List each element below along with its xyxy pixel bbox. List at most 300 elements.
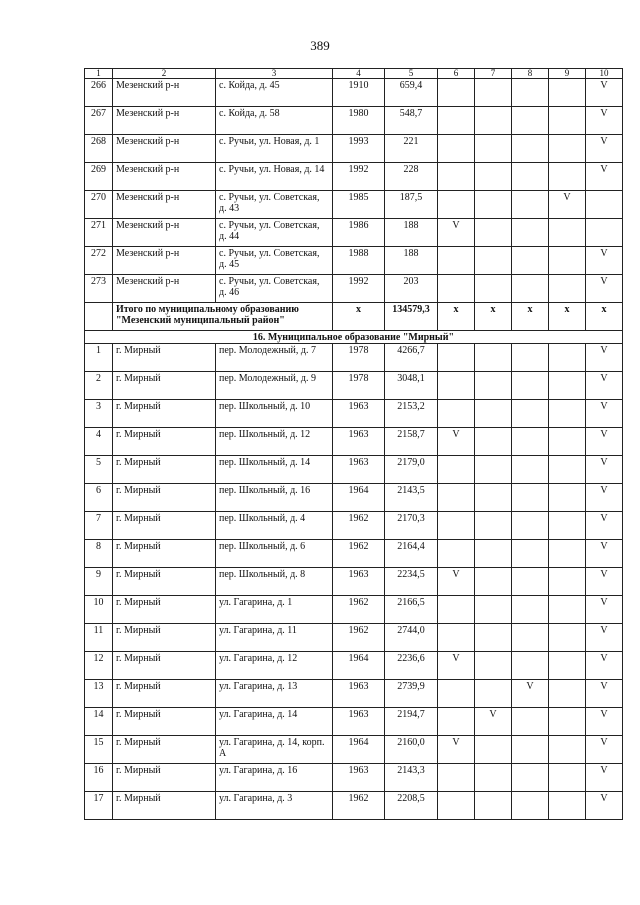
mark-cell xyxy=(586,219,623,247)
mark-cell: V xyxy=(586,792,623,820)
mark-cell xyxy=(475,792,512,820)
area-cell: 2739,9 xyxy=(385,680,438,708)
table-row xyxy=(85,275,623,303)
row-number: 267 xyxy=(85,107,113,135)
column-header: 5 xyxy=(385,69,438,79)
area-cell: 187,5 xyxy=(385,191,438,219)
row-number: 11 xyxy=(85,624,113,652)
mark-cell xyxy=(549,680,586,708)
mark-cell xyxy=(475,568,512,596)
total-blank-cell xyxy=(85,303,113,331)
mark-cell xyxy=(512,372,549,400)
area-cell: 548,7 xyxy=(385,107,438,135)
column-header: 3 xyxy=(216,69,333,79)
table-row xyxy=(85,624,623,652)
mark-cell xyxy=(438,596,475,624)
year-cell: 1964 xyxy=(333,652,385,680)
year-cell: 1978 xyxy=(333,344,385,372)
mark-cell xyxy=(438,275,475,303)
mark-cell xyxy=(512,512,549,540)
row-number: 12 xyxy=(85,652,113,680)
area-cell: 2143,3 xyxy=(385,764,438,792)
row-number: 17 xyxy=(85,792,113,820)
mark-cell: V xyxy=(586,79,623,107)
year-cell: 1962 xyxy=(333,540,385,568)
mark-cell: V xyxy=(586,275,623,303)
mark-cell xyxy=(475,596,512,624)
mark-cell xyxy=(512,456,549,484)
table-row xyxy=(85,652,623,680)
district-cell: г. Мирный xyxy=(113,736,216,764)
mark-cell xyxy=(549,540,586,568)
district-cell: Мезенский р-н xyxy=(113,107,216,135)
table-row xyxy=(85,736,623,764)
mark-cell xyxy=(549,275,586,303)
area-cell: 2234,5 xyxy=(385,568,438,596)
mark-cell: V xyxy=(438,652,475,680)
mark-cell xyxy=(475,275,512,303)
mark-cell xyxy=(512,219,549,247)
table-row xyxy=(85,568,623,596)
mark-cell xyxy=(438,456,475,484)
mark-cell xyxy=(438,135,475,163)
mark-cell: V xyxy=(586,568,623,596)
mark-cell: V xyxy=(586,456,623,484)
row-number: 9 xyxy=(85,568,113,596)
address-cell: с. Ручьи, ул. Советская, д. 44 xyxy=(216,219,333,247)
mark-cell xyxy=(549,596,586,624)
mark-cell xyxy=(475,344,512,372)
table-row xyxy=(85,484,623,512)
mark-cell xyxy=(438,484,475,512)
mark-cell xyxy=(438,792,475,820)
total-value-cell: 134579,3 xyxy=(385,303,438,331)
mark-cell xyxy=(438,79,475,107)
year-cell: 1992 xyxy=(333,163,385,191)
mark-cell xyxy=(475,191,512,219)
district-cell: г. Мирный xyxy=(113,792,216,820)
year-cell: 1992 xyxy=(333,275,385,303)
area-cell: 2153,2 xyxy=(385,400,438,428)
mark-cell xyxy=(475,400,512,428)
mark-cell xyxy=(549,456,586,484)
mark-cell xyxy=(512,344,549,372)
address-cell: пер. Школьный, д. 10 xyxy=(216,400,333,428)
table-row xyxy=(85,792,623,820)
table-row xyxy=(85,219,623,247)
table-row xyxy=(85,708,623,736)
address-cell: ул. Гагарина, д. 14 xyxy=(216,708,333,736)
table-row xyxy=(85,400,623,428)
mark-cell xyxy=(512,540,549,568)
mark-cell xyxy=(475,456,512,484)
mark-cell xyxy=(512,708,549,736)
year-cell: 1910 xyxy=(333,79,385,107)
mark-cell xyxy=(438,372,475,400)
area-cell: 2236,6 xyxy=(385,652,438,680)
table-row xyxy=(85,428,623,456)
mark-cell xyxy=(475,135,512,163)
mark-cell xyxy=(549,764,586,792)
mark-cell xyxy=(549,428,586,456)
area-cell: 2179,0 xyxy=(385,456,438,484)
area-cell: 2160,0 xyxy=(385,736,438,764)
total-label: Итого по муниципальному образованию "Мезенский муниципальный район" xyxy=(113,303,333,331)
mark-cell xyxy=(549,708,586,736)
mark-cell xyxy=(549,163,586,191)
address-cell: с. Ручьи, ул. Советская, д. 43 xyxy=(216,191,333,219)
table-row xyxy=(85,135,623,163)
district-cell: г. Мирный xyxy=(113,456,216,484)
row-number: 266 xyxy=(85,79,113,107)
mark-cell xyxy=(549,372,586,400)
total-value-cell: x xyxy=(333,303,385,331)
year-cell: 1963 xyxy=(333,708,385,736)
address-cell: с. Ручьи, ул. Советская, д. 46 xyxy=(216,275,333,303)
address-cell: пер. Школьный, д. 6 xyxy=(216,540,333,568)
address-cell: пер. Школьный, д. 12 xyxy=(216,428,333,456)
mark-cell xyxy=(549,247,586,275)
mark-cell: V xyxy=(586,428,623,456)
address-cell: пер. Школьный, д. 14 xyxy=(216,456,333,484)
row-number: 1 xyxy=(85,344,113,372)
mark-cell: V xyxy=(586,512,623,540)
area-cell: 221 xyxy=(385,135,438,163)
mark-cell xyxy=(512,428,549,456)
mark-cell xyxy=(512,400,549,428)
address-cell: с. Ручьи, ул. Новая, д. 14 xyxy=(216,163,333,191)
mark-cell xyxy=(549,568,586,596)
mark-cell: V xyxy=(586,764,623,792)
mark-cell xyxy=(475,736,512,764)
column-header: 8 xyxy=(512,69,549,79)
mark-cell xyxy=(549,624,586,652)
column-header: 7 xyxy=(475,69,512,79)
table-row xyxy=(85,764,623,792)
mark-cell xyxy=(512,596,549,624)
year-cell: 1985 xyxy=(333,191,385,219)
mark-cell: V xyxy=(586,372,623,400)
district-cell: г. Мирный xyxy=(113,484,216,512)
year-cell: 1978 xyxy=(333,372,385,400)
district-cell: Мезенский р-н xyxy=(113,275,216,303)
mark-cell xyxy=(512,135,549,163)
address-cell: пер. Школьный, д. 8 xyxy=(216,568,333,596)
district-cell: г. Мирный xyxy=(113,764,216,792)
table-row xyxy=(85,456,623,484)
district-cell: г. Мирный xyxy=(113,344,216,372)
district-cell: г. Мирный xyxy=(113,372,216,400)
area-cell: 2166,5 xyxy=(385,596,438,624)
mark-cell xyxy=(549,79,586,107)
area-cell: 188 xyxy=(385,219,438,247)
address-cell: пер. Школьный, д. 4 xyxy=(216,512,333,540)
address-cell: ул. Гагарина, д. 16 xyxy=(216,764,333,792)
address-cell: пер. Молодежный, д. 7 xyxy=(216,344,333,372)
mark-cell: V xyxy=(586,107,623,135)
mark-cell xyxy=(549,512,586,540)
area-cell: 2143,5 xyxy=(385,484,438,512)
mark-cell xyxy=(549,400,586,428)
district-cell: Мезенский р-н xyxy=(113,191,216,219)
mark-cell xyxy=(549,652,586,680)
mark-cell xyxy=(438,624,475,652)
mark-cell: V xyxy=(586,596,623,624)
mark-cell xyxy=(475,428,512,456)
total-row xyxy=(85,303,623,331)
address-cell: с. Койда, д. 58 xyxy=(216,107,333,135)
mark-cell xyxy=(512,568,549,596)
mark-cell xyxy=(512,792,549,820)
area-cell: 2208,5 xyxy=(385,792,438,820)
table-row xyxy=(85,107,623,135)
mark-cell xyxy=(549,736,586,764)
row-number: 7 xyxy=(85,512,113,540)
address-cell: пер. Молодежный, д. 9 xyxy=(216,372,333,400)
mark-cell xyxy=(512,736,549,764)
total-value-cell: x xyxy=(438,303,475,331)
mark-cell: V xyxy=(586,680,623,708)
table-row xyxy=(85,191,623,219)
total-value-cell: x xyxy=(475,303,512,331)
mark-cell xyxy=(438,512,475,540)
mark-cell xyxy=(475,652,512,680)
mark-cell xyxy=(438,107,475,135)
mark-cell xyxy=(512,275,549,303)
mark-cell xyxy=(549,135,586,163)
row-number: 16 xyxy=(85,764,113,792)
area-cell: 203 xyxy=(385,275,438,303)
district-cell: г. Мирный xyxy=(113,428,216,456)
mark-cell: V xyxy=(475,708,512,736)
mark-cell xyxy=(438,163,475,191)
area-cell: 4266,7 xyxy=(385,344,438,372)
table-row xyxy=(85,344,623,372)
mark-cell xyxy=(549,219,586,247)
address-cell: ул. Гагарина, д. 13 xyxy=(216,680,333,708)
mark-cell xyxy=(475,163,512,191)
district-cell: г. Мирный xyxy=(113,624,216,652)
row-number: 270 xyxy=(85,191,113,219)
address-cell: ул. Гагарина, д. 1 xyxy=(216,596,333,624)
mark-cell: V xyxy=(586,344,623,372)
mark-cell: V xyxy=(438,736,475,764)
district-cell: Мезенский р-н xyxy=(113,79,216,107)
mark-cell: V xyxy=(549,191,586,219)
row-number: 269 xyxy=(85,163,113,191)
mark-cell: V xyxy=(586,708,623,736)
year-cell: 1980 xyxy=(333,107,385,135)
row-number: 14 xyxy=(85,708,113,736)
district-cell: г. Мирный xyxy=(113,708,216,736)
district-cell: г. Мирный xyxy=(113,540,216,568)
mark-cell: V xyxy=(586,624,623,652)
row-number: 272 xyxy=(85,247,113,275)
mark-cell: V xyxy=(586,400,623,428)
row-number: 273 xyxy=(85,275,113,303)
year-cell: 1963 xyxy=(333,400,385,428)
mark-cell xyxy=(475,107,512,135)
mark-cell xyxy=(512,652,549,680)
mark-cell xyxy=(475,680,512,708)
mark-cell xyxy=(549,344,586,372)
table-row xyxy=(85,372,623,400)
mark-cell: V xyxy=(438,568,475,596)
area-cell: 659,4 xyxy=(385,79,438,107)
table-row xyxy=(85,596,623,624)
district-cell: Мезенский р-н xyxy=(113,135,216,163)
mark-cell xyxy=(475,764,512,792)
area-cell: 188 xyxy=(385,247,438,275)
mark-cell xyxy=(438,400,475,428)
area-cell: 228 xyxy=(385,163,438,191)
mark-cell: V xyxy=(586,484,623,512)
column-header: 9 xyxy=(549,69,586,79)
year-cell: 1963 xyxy=(333,764,385,792)
mark-cell xyxy=(512,247,549,275)
area-cell: 2194,7 xyxy=(385,708,438,736)
total-value-cell: x xyxy=(549,303,586,331)
year-cell: 1993 xyxy=(333,135,385,163)
year-cell: 1964 xyxy=(333,736,385,764)
table-row xyxy=(85,512,623,540)
mark-cell xyxy=(512,484,549,512)
row-number: 2 xyxy=(85,372,113,400)
address-cell: ул. Гагарина, д. 14, корп. А xyxy=(216,736,333,764)
year-cell: 1962 xyxy=(333,512,385,540)
year-cell: 1964 xyxy=(333,484,385,512)
district-cell: г. Мирный xyxy=(113,652,216,680)
area-cell: 3048,1 xyxy=(385,372,438,400)
row-number: 271 xyxy=(85,219,113,247)
area-cell: 2744,0 xyxy=(385,624,438,652)
district-cell: Мезенский р-н xyxy=(113,163,216,191)
table-row xyxy=(85,79,623,107)
mark-cell xyxy=(549,484,586,512)
year-cell: 1986 xyxy=(333,219,385,247)
mark-cell xyxy=(475,484,512,512)
district-cell: г. Мирный xyxy=(113,400,216,428)
mark-cell xyxy=(512,624,549,652)
mark-cell xyxy=(586,191,623,219)
mark-cell: V xyxy=(586,540,623,568)
mark-cell xyxy=(475,540,512,568)
row-number: 5 xyxy=(85,456,113,484)
column-header: 2 xyxy=(113,69,216,79)
address-cell: с. Ручьи, ул. Новая, д. 1 xyxy=(216,135,333,163)
year-cell: 1962 xyxy=(333,624,385,652)
mark-cell xyxy=(512,764,549,792)
area-cell: 2158,7 xyxy=(385,428,438,456)
district-cell: г. Мирный xyxy=(113,680,216,708)
mark-cell: V xyxy=(438,428,475,456)
district-cell: Мезенский р-н xyxy=(113,247,216,275)
mark-cell xyxy=(475,372,512,400)
address-cell: ул. Гагарина, д. 11 xyxy=(216,624,333,652)
address-cell: с. Койда, д. 45 xyxy=(216,79,333,107)
year-cell: 1988 xyxy=(333,247,385,275)
column-header: 6 xyxy=(438,69,475,79)
mark-cell xyxy=(438,764,475,792)
mark-cell: V xyxy=(586,652,623,680)
mark-cell xyxy=(438,680,475,708)
year-cell: 1963 xyxy=(333,680,385,708)
year-cell: 1963 xyxy=(333,428,385,456)
mark-cell xyxy=(475,79,512,107)
section-title: 16. Муниципальное образование "Мирный" xyxy=(85,331,623,344)
mark-cell xyxy=(475,247,512,275)
address-cell: пер. Школьный, д. 16 xyxy=(216,484,333,512)
mark-cell xyxy=(438,247,475,275)
mark-cell xyxy=(475,512,512,540)
row-number: 13 xyxy=(85,680,113,708)
address-cell: ул. Гагарина, д. 12 xyxy=(216,652,333,680)
mark-cell xyxy=(512,163,549,191)
mark-cell: V xyxy=(586,163,623,191)
mark-cell xyxy=(549,107,586,135)
area-cell: 2170,3 xyxy=(385,512,438,540)
row-number: 6 xyxy=(85,484,113,512)
row-number: 4 xyxy=(85,428,113,456)
row-number: 15 xyxy=(85,736,113,764)
mark-cell xyxy=(549,792,586,820)
column-number-header-row xyxy=(85,69,623,79)
mark-cell xyxy=(512,191,549,219)
table-row xyxy=(85,163,623,191)
housing-register-table xyxy=(84,68,623,820)
address-cell: с. Ручьи, ул. Советская, д. 45 xyxy=(216,247,333,275)
address-cell: ул. Гагарина, д. 3 xyxy=(216,792,333,820)
column-header: 1 xyxy=(85,69,113,79)
page-number: 389 xyxy=(310,38,330,53)
district-cell: г. Мирный xyxy=(113,568,216,596)
row-number: 10 xyxy=(85,596,113,624)
table-row xyxy=(85,540,623,568)
year-cell: 1962 xyxy=(333,596,385,624)
year-cell: 1962 xyxy=(333,792,385,820)
mark-cell xyxy=(475,624,512,652)
mark-cell xyxy=(438,540,475,568)
mark-cell xyxy=(438,191,475,219)
mark-cell xyxy=(475,219,512,247)
area-cell: 2164,4 xyxy=(385,540,438,568)
total-value-cell: x xyxy=(512,303,549,331)
year-cell: 1963 xyxy=(333,568,385,596)
table-row xyxy=(85,680,623,708)
mark-cell xyxy=(512,107,549,135)
mark-cell: V xyxy=(586,135,623,163)
year-cell: 1963 xyxy=(333,456,385,484)
mark-cell xyxy=(438,344,475,372)
mark-cell: V xyxy=(586,736,623,764)
table-row xyxy=(85,247,623,275)
mark-cell: V xyxy=(438,219,475,247)
mark-cell xyxy=(438,708,475,736)
mark-cell xyxy=(512,79,549,107)
section-title-row xyxy=(85,331,623,344)
column-header: 10 xyxy=(586,69,623,79)
row-number: 8 xyxy=(85,540,113,568)
district-cell: г. Мирный xyxy=(113,512,216,540)
row-number: 268 xyxy=(85,135,113,163)
row-number: 3 xyxy=(85,400,113,428)
district-cell: Мезенский р-н xyxy=(113,219,216,247)
mark-cell: V xyxy=(512,680,549,708)
column-header: 4 xyxy=(333,69,385,79)
total-value-cell: x xyxy=(586,303,623,331)
district-cell: г. Мирный xyxy=(113,596,216,624)
mark-cell: V xyxy=(586,247,623,275)
